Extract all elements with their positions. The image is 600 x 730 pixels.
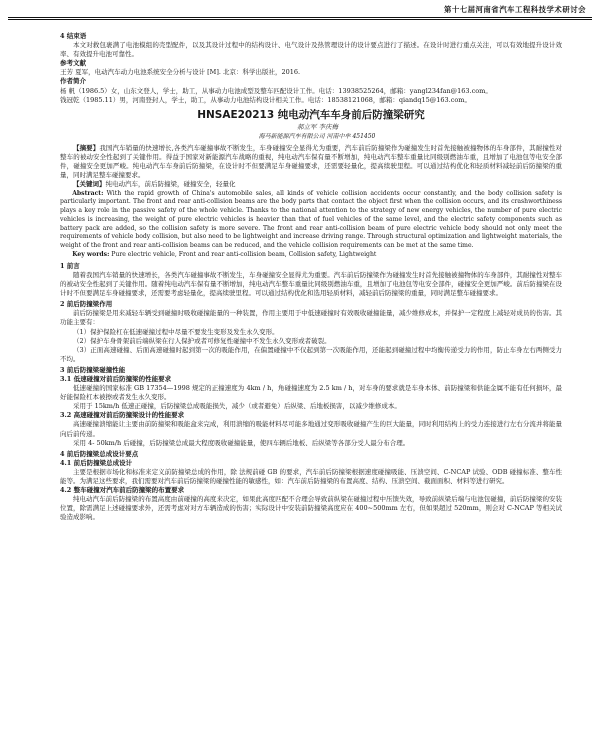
author-bio-line: 钱冠乾（1985.11）男，河南登封人，学士，助工，从事动力电池结构设计相关工作。电话：18538121068，邮箱：qiandq15@163.com。: [60, 95, 471, 104]
keywords-cn: [60, 180, 562, 189]
author-bio-line: 杨 帆（1986.5）女，山东文登人，学士，助工，从事动力电池成型及整车匹配设计工作。电话：13938525264，邮箱：yangl234fan@163.com。: [60, 86, 492, 95]
article-title: HNSAE20213 纯电动汽车车身前后防撞梁研究: [197, 108, 425, 121]
abstract-cn: [60, 144, 562, 180]
reference-item: 王芳 夏军，电动汽车动力电池系统安全分析与设计 [M]. 北京：科学出版社，2016.: [60, 68, 301, 77]
section-paragraph: （3）正面高速碰撞、后面高速碰撞时起到第一次的吸能作用，在偏置碰撞中不仅起到第一次吸能作用，还能起到碰撞过程中均衡传递受力的作用，防止车身左右两侧受力不均。: [60, 345, 562, 363]
section-heading: 4.1 前后防撞梁总成设计: [60, 458, 133, 467]
abstract-en: [60, 190, 562, 252]
abstract-label: 【摘要】: [73, 144, 100, 153]
header-rule: [8, 17, 592, 20]
section-heading: 1 前言: [60, 261, 80, 270]
keywords-text: 纯电动汽车，前后防撞梁，碰撞安全，轻量化: [105, 180, 236, 189]
abstract-en-text: With the rapid growth of China's automobile sales, all kinds of vehicle collision accidents occur constantly, and the body collision safety is particularly important. The front and rear anti-collision beams are the body parts that contact the object first when the collision occurs, and its crashworthiness plays a key role in the passive safety of the whole vehicle. Thanks to the national attention to the strategy of new energy vehicles, the number of pure electric vehicles is increasing, the weight of pure electric vehicles is heavier than that of fuel vehicles of the same level, and the electric safety components such as battery pack are added, so the collision safety is more severe. The front and rear anti-collision beam of pure electric vehicle body should not only meet the requirements of vehicle body collision, but also need to be lightweight and increase driving range. Through structural optimization and lightweight materials, the weight of the front and rear anti-collision beams can be reduced, and the vehicle collision requirements can be met at the same time.: [60, 189, 562, 250]
section-paragraph: 前后防撞梁是用来减轻车辆受到碰撞时吸收碰撞能量的一种装置，作用主要用于中低速碰撞时有效吸收碰撞能量，减少维修成本，并保护一定程度上减轻对成员的伤害。其功能主要有：: [60, 309, 562, 327]
abstract-en-label: Abstract:: [72, 189, 104, 197]
conclusion-text: 本文对救包裹满了电池模组的壳型配件，以及其设计过程中的结构设计、电气设计及热管理设计的设计要点进行了描述。在设计时进行重点关注，可以有效地提升设计效率、有效提升电池可靠性。: [60, 41, 562, 59]
keywords-en-text: Pure electric vehicle, Front and rear anti-collision beam, Collision safety, Lightweight: [111, 251, 377, 259]
section-paragraph: 高速碰撞溃缩能让主要由前防撞梁和吸能盒来完成，利用溃缩的吸能材料尽可能多地通过变形吸收碰撞产生的巨大能量，同时利用结构上的受力连接进行左右分流并将能量向后前传递。: [60, 420, 562, 438]
section-paragraph: 低速碰撞的国家标准 GB 17354—1998 规定的正撞速度为 4km / h，角碰撞速度为 2.5 km / h，对车身的要求就是车身本体、前防撞梁和供能金属不能有任何损坏，最好能保险杠本被擦或者发生永久变形。: [60, 384, 562, 402]
keywords-en-label: Key words:: [72, 251, 110, 259]
section-heading: 3.2 高速碰撞对前后防撞梁设计的性能要求: [60, 411, 185, 420]
section-paragraph: 随着我国汽车销量的快速增长，各类汽车碰撞事故不断发生，车身碰撞安全显得尤为重要。汽车前后防撞梁作为碰撞发生时首先接触被撞物体的车身部件，其耐撞性对整车的被动安全性起到了关键作用。随着纯电动汽车保有量不断增加，纯电动汽车整车重量比同级别燃油车重，且增加了电池包等电安全部件，碰撞安全更加严峻。前后防撞梁在设计时不但要满足车身碰撞要求，还需要考虑轻量化，提高续驶里程。可以通过结构优化和选用轻质材料，减轻前后防撞梁的重量，同时满足整车碰撞要求。: [60, 270, 562, 298]
section-paragraph: 主要是根据市场化和标准来定义前防撞梁总成的作用，除 法规前碰 GB 的要求，汽车前后防撞梁根据速度碰撞吸能、压溃空间、C-NCAP 试验、ODB 碰撞标准、整车性能等。为满足这些要求，我们需要对汽车前后防撞梁的碰撞性能的敏感性，如：汽车前后防撞梁的布置高度、结构、压溃空间、截面面积、材料等进行研究。: [60, 467, 562, 486]
keywords-en: [60, 251, 562, 260]
section-paragraph: （2）保护车身骨架前后端纵梁在行人保护或者可修复性碰撞中不发生永久变形或者破裂。: [73, 336, 331, 345]
section-heading: 3 前后防撞梁碰撞性能: [60, 365, 126, 374]
conclusion-heading: 4 结束语: [60, 32, 87, 40]
article-affiliation: 海马新能源汽车有限公司 河南中牟 451450: [258, 132, 376, 140]
section-paragraph: （1）保护保险杠在低速碰撞过程中尽量不要发生变形及发生永久变形。: [73, 327, 279, 336]
section-heading: 4.2 整车碰撞对汽车前后防撞梁的布置要求: [60, 486, 185, 495]
author-bio-heading: 作者简介: [60, 77, 86, 86]
section-paragraph: 纯电动汽车前后防撞梁的布置高度由前碰撞的高度来决定，如果此高度匹配不合理会导致前纵梁在碰撞过程中压馈失效，导致前纵梁后端与电池包碰撞，前后防撞梁的安装位置，除需满足上述碰撞要求外，还需考虑对对方车辆造成的伤害；实际设计中安装前防撞梁高度应在 400~500mm 左右，但如果超过 520mm，则会对 C-NCAP 等相关试验造成影响。: [60, 495, 562, 522]
paper-page: [60, 32, 562, 523]
section-heading: 3.1 低速碰撞对前后防撞梁的性能要求: [60, 375, 172, 383]
section-paragraph: 采用 4- 50km/h 后碰撞，后防撞梁总成最大程度吸收碰撞能量，使四车辆后地板、后纵梁等各部分受人最分布合理。: [73, 438, 410, 447]
body-sections: [60, 262, 562, 523]
running-head: 第十七届河南省汽车工程科技学术研讨会: [443, 5, 586, 14]
abstract-text: 我国汽车销量的快速增长,各类汽车碰撞事故不断发生，车身碰撞安全显得尤为重要，汽车前后防撞梁作为碰撞发生时首先接触被撞物体的车身部件，其耐撞性对整车的被动安全性起到了关键作用。得益于国家对新能源汽车战略的重视，纯电动汽车保有量不断增加，纯电动汽车整车重量比同级别燃油车重，且增加了电池包等电安全部件，碰撞安全更加严峻。纯电动汽车车身前后防撞梁，在设计时不但要满足车身碰撞要求，还需要轻量化，提高续驶里程。可以通过结构优化和轻质材料减轻前后防撞梁的重量，同时满足整车碰撞要求。: [60, 144, 562, 180]
section-paragraph: 采用于 15km/h 低速正碰撞，后防撞梁总成吸能损失，减少（或者避免）后纵梁、后地板损害，以减少维修成本。: [73, 402, 401, 411]
section-heading: 2 前后防撞梁作用: [60, 300, 113, 309]
article-authors: 郝立军 李庆梅: [296, 122, 339, 131]
references-heading: 参考文献: [60, 59, 86, 68]
section-heading: 4 前后防撞梁总成设计要点: [60, 449, 139, 458]
keywords-label: 【关键词】: [73, 180, 106, 189]
